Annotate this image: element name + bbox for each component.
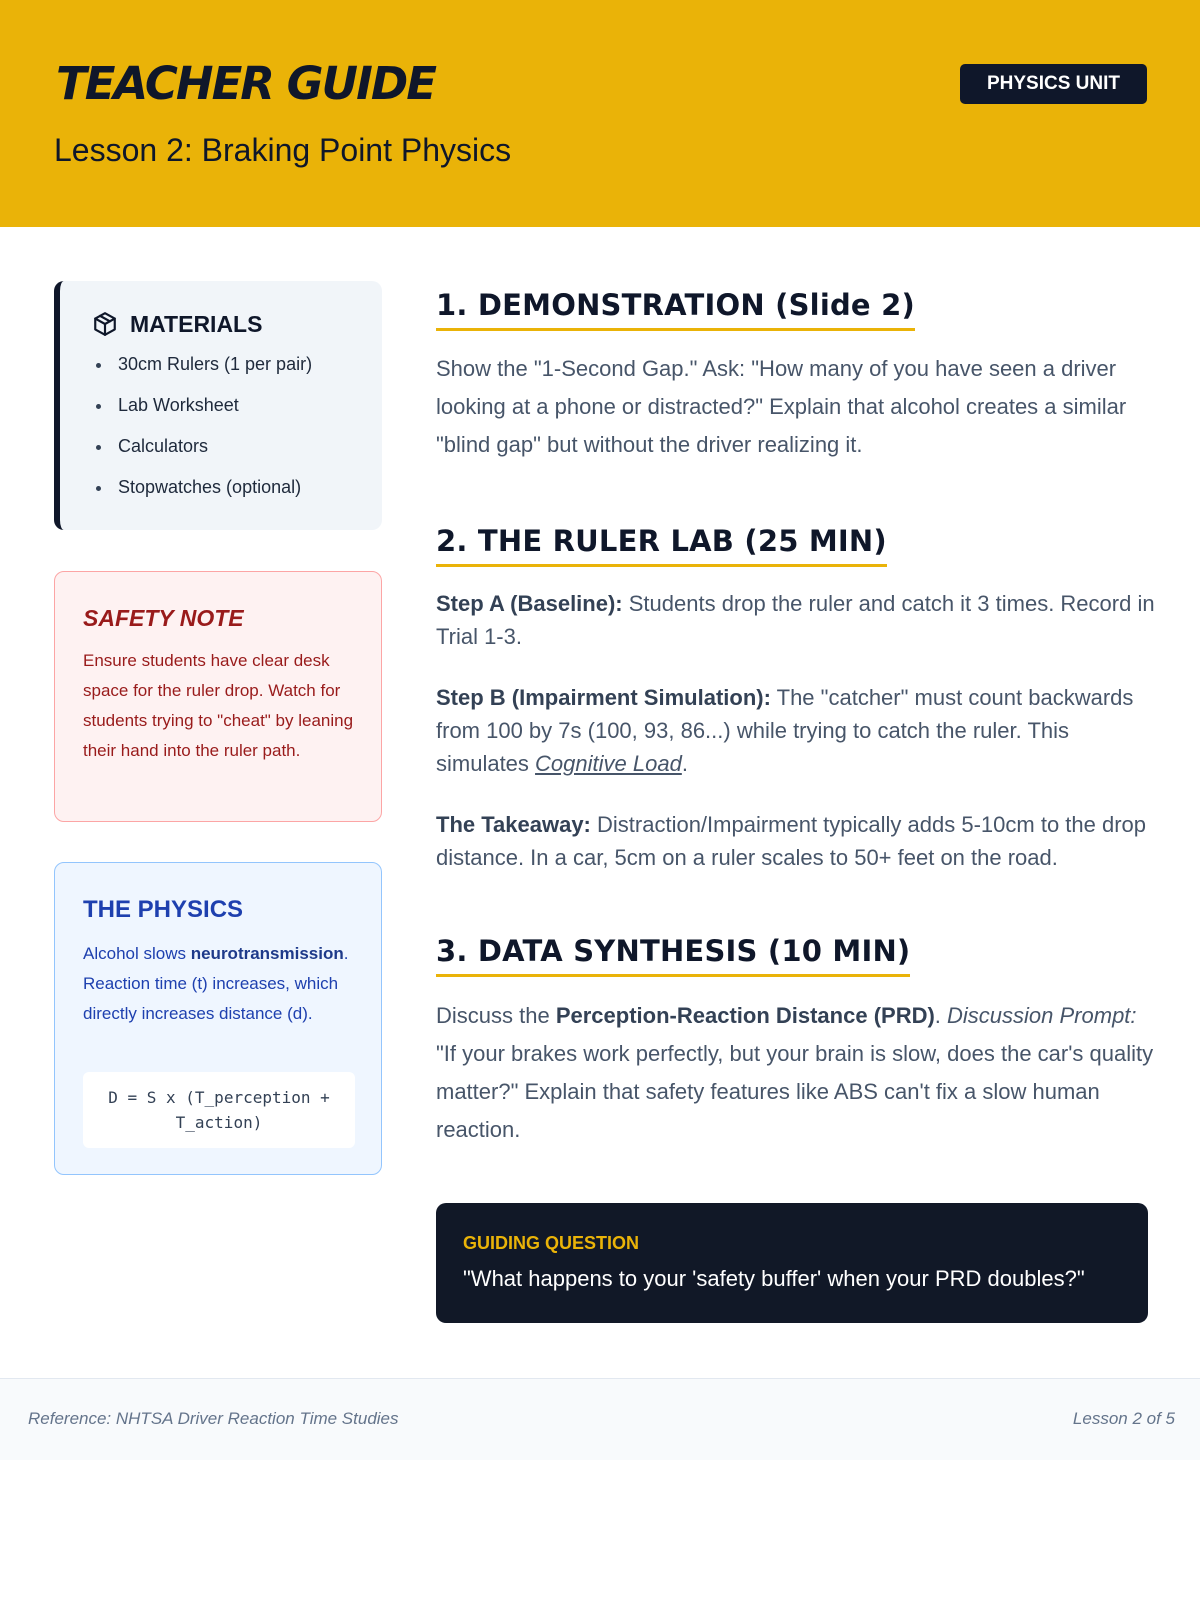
materials-title: MATERIALS xyxy=(130,311,263,337)
section-2-title: 2. THE RULER LAB (25 MIN) xyxy=(436,522,887,567)
section-1-text: Show the "1-Second Gap." Ask: "How many of you have seen a driver looking at a phone or distracted?" Explain that alcohol creates a similar "blind gap" but without the driver realizing it. xyxy=(436,356,1127,457)
materials-card xyxy=(54,281,382,530)
step-a-label: Step A (Baseline): xyxy=(436,591,623,616)
physics-formula: D = S x (T_perception + T_action) xyxy=(83,1072,355,1148)
list-item: 30cm Rulers (1 per pair) xyxy=(92,351,312,392)
physics-keyword: neurotransmission xyxy=(190,944,344,963)
physics-text-pre: Alcohol slows xyxy=(83,944,191,963)
discussion-prompt-label: Discussion Prompt: xyxy=(947,1003,1137,1028)
section-1-title: 1. DEMONSTRATION (Slide 2) xyxy=(436,286,915,331)
step-a-text: Students drop the ruler and catch it 3 times. Record in Trial 1-3. xyxy=(436,591,1155,649)
step-b-end: . xyxy=(681,751,688,776)
section-3-text-pre: Discuss the xyxy=(436,1003,556,1028)
section-3-text-mid: . xyxy=(934,1003,948,1028)
section-3-title: 3. DATA SYNTHESIS (10 MIN) xyxy=(436,932,910,977)
safety-note-card xyxy=(54,571,382,822)
list-item: Lab Worksheet xyxy=(92,392,312,433)
section-3-text xyxy=(436,997,1156,1149)
prd-term: Perception-Reaction Distance (PRD) xyxy=(555,1003,935,1028)
step-b xyxy=(436,681,1156,780)
safety-note-title: SAFETY NOTE xyxy=(83,605,244,631)
section-3-text-post: "If your brakes work perfectly, but your brain is slow, does the car's quality matter?" Explain that safety features like ABS can't fix a slow human reaction. xyxy=(436,1041,1154,1142)
takeaway-label: The Takeaway: xyxy=(436,812,591,837)
physics-text-post: . Reaction time (t) increases, which directly increases distance (d). xyxy=(83,944,349,1023)
guiding-question-text: "What happens to your 'safety buffer' when your PRD doubles?" xyxy=(463,1266,1085,1291)
unit-badge: PHYSICS UNIT xyxy=(960,64,1147,104)
cognitive-load-term: Cognitive Load xyxy=(535,751,682,776)
page-header xyxy=(0,0,1200,227)
lesson-subtitle: Lesson 2: Braking Point Physics xyxy=(54,132,512,168)
page-title: TEACHER GUIDE xyxy=(56,57,435,110)
takeaway xyxy=(436,808,1156,874)
step-b-text: The "catcher" must count backwards from 100 by 7s (100, 93, 86...) while trying to catch the ruler. This simulates xyxy=(436,685,1134,776)
step-b-label: Step B (Impairment Simulation): xyxy=(436,685,771,710)
physics-card xyxy=(54,862,382,1175)
guiding-question-card xyxy=(436,1203,1148,1323)
package-icon xyxy=(92,311,118,337)
footer-reference: Reference: NHTSA Driver Reaction Time Studies xyxy=(28,1409,399,1428)
step-a xyxy=(436,587,1156,653)
physics-text xyxy=(83,939,363,1029)
safety-note-text: Ensure students have clear desk space for the ruler drop. Watch for students trying to "cheat" by leaning their hand into the ruler path. xyxy=(83,651,354,760)
physics-title: THE PHYSICS xyxy=(83,896,244,923)
guiding-question-label: GUIDING QUESTION xyxy=(463,1233,640,1253)
materials-header xyxy=(92,307,262,341)
footer-lesson-count: Lesson 2 of 5 xyxy=(1072,1409,1175,1428)
materials-list xyxy=(92,351,312,515)
page-footer xyxy=(0,1378,1200,1460)
list-item: Calculators xyxy=(92,433,312,474)
takeaway-text: Distraction/Impairment typically adds 5-10cm to the drop distance. In a car, 5cm on a ruler scales to 50+ feet on the road. xyxy=(436,812,1147,870)
list-item: Stopwatches (optional) xyxy=(92,474,312,515)
